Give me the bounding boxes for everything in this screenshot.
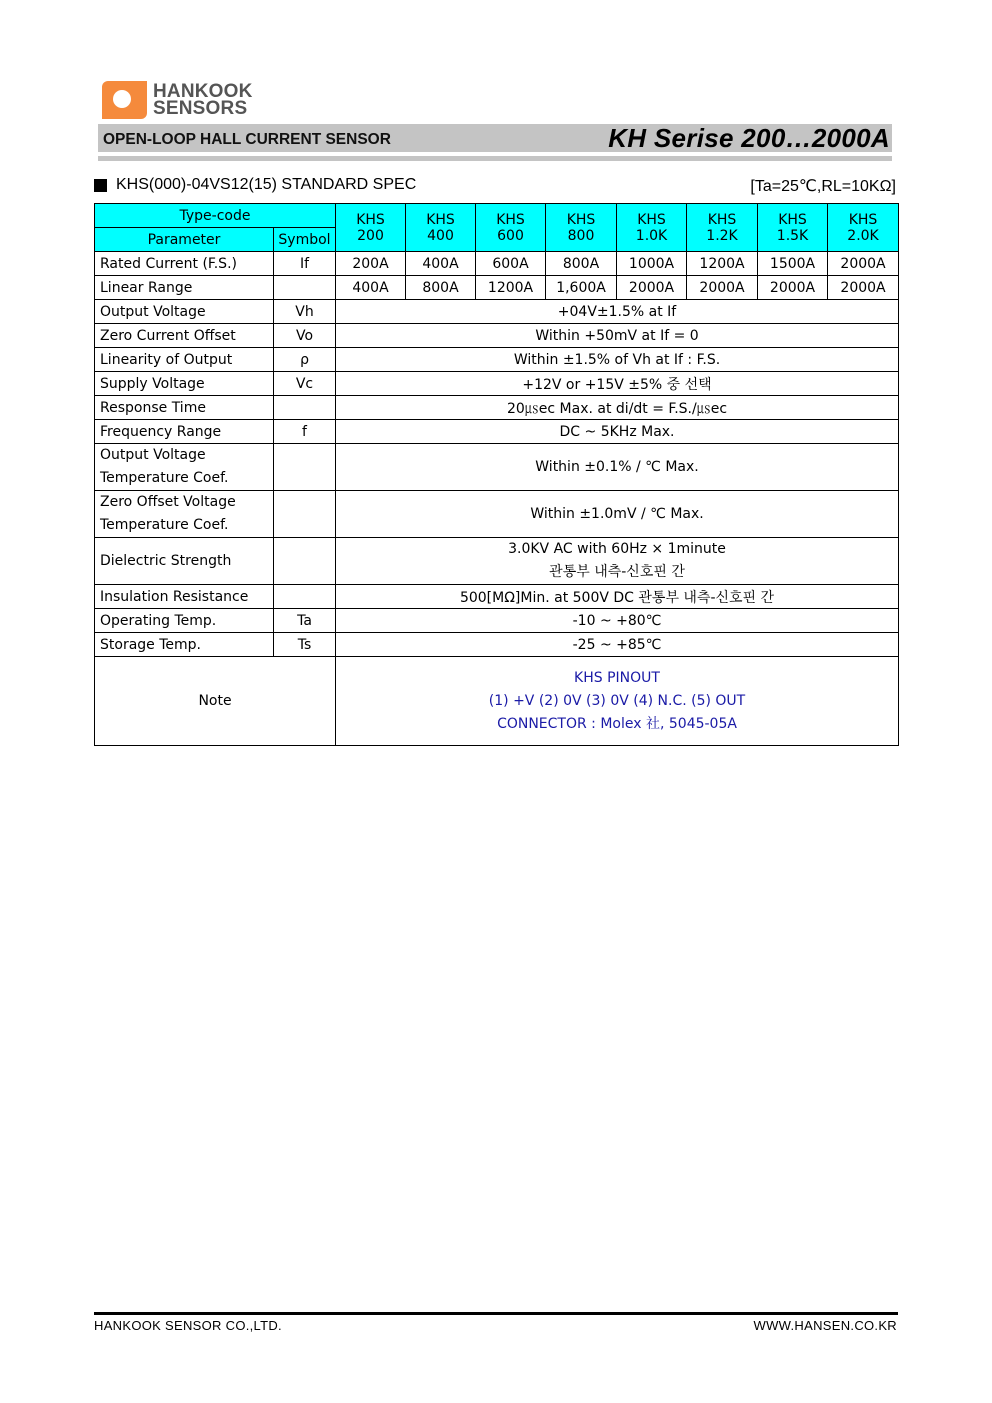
value-cell: Within +50mV at If = 0 — [336, 324, 899, 348]
note-line-3: CONNECTOR : Molex 社, 5045-05A — [497, 715, 737, 732]
value-cell: 1000A — [617, 252, 687, 276]
value-cell: +04V±1.5% at If — [336, 300, 899, 324]
table-row-operating-temp — [95, 609, 899, 633]
value-cell: Within ±1.5% of Vh at If : F.S. — [336, 348, 899, 372]
value-cell: +12V or +15V ±5% 중 선택 — [336, 372, 899, 396]
logo-mark-icon — [102, 81, 147, 119]
note-content — [336, 657, 899, 746]
value-cell: -10 ~ +80℃ — [336, 609, 899, 633]
table-row-response-time — [95, 396, 899, 420]
symbol-cell — [274, 444, 336, 491]
table-row-zero-temp-coef — [95, 491, 899, 538]
symbol-cell — [274, 538, 336, 585]
value-cell: 200A — [336, 252, 406, 276]
bullet-square-icon — [94, 179, 107, 192]
value-cell: 800A — [406, 276, 476, 300]
table-row-linearity — [95, 348, 899, 372]
table-row-insulation — [95, 585, 899, 609]
symbol-cell: Vo — [274, 324, 336, 348]
param-cell: Linearity of Output — [95, 348, 274, 372]
value-cell: 2000A — [758, 276, 828, 300]
symbol-cell: Ta — [274, 609, 336, 633]
footer-company: HANKOOK SENSOR CO.,LTD. — [94, 1318, 282, 1333]
value-cell: 2000A — [617, 276, 687, 300]
spec-title — [94, 176, 416, 194]
table-row-output-voltage — [95, 300, 899, 324]
param-cell: Output Voltage — [95, 300, 274, 324]
symbol-cell: If — [274, 252, 336, 276]
table-row-storage-temp — [95, 633, 899, 657]
value-cell: 20㎲ec Max. at di/dt = F.S./㎲ec — [336, 396, 899, 420]
company-logo — [102, 81, 253, 119]
symbol-header: Symbol — [274, 228, 336, 252]
table-row-note — [95, 657, 899, 746]
model-header: KHS 200 — [336, 204, 406, 252]
value-cell: 500[MΩ]Min. at 500V DC 관통부 내측-신호핀 간 — [336, 585, 899, 609]
model-header: KHS 600 — [476, 204, 546, 252]
table-row-frequency-range — [95, 420, 899, 444]
table-row-dielectric-strength — [95, 538, 899, 585]
param-cell: Output Voltage Temperature Coef. — [95, 444, 274, 491]
param-cell: Supply Voltage — [95, 372, 274, 396]
symbol-cell: Vc — [274, 372, 336, 396]
model-header: KHS 1.2K — [687, 204, 758, 252]
series-title: KH Serise 200…2000A — [608, 123, 890, 153]
param-cell: Rated Current (F.S.) — [95, 252, 274, 276]
param-cell: Linear Range — [95, 276, 274, 300]
param-cell: Storage Temp. — [95, 633, 274, 657]
table-row-supply-voltage — [95, 372, 899, 396]
symbol-cell — [274, 491, 336, 538]
document-subtitle: OPEN-LOOP HALL CURRENT SENSOR — [103, 131, 391, 148]
spec-conditions: [Ta=25℃,RL=10KΩ] — [750, 178, 896, 195]
symbol-cell: Vh — [274, 300, 336, 324]
param-cell: Frequency Range — [95, 420, 274, 444]
symbol-cell: f — [274, 420, 336, 444]
value-cell: -25 ~ +85℃ — [336, 633, 899, 657]
value-cell: 2000A — [828, 252, 899, 276]
note-line-2: (1) +V (2) 0V (3) 0V (4) N.C. (5) OUT — [488, 692, 746, 709]
symbol-cell: Ts — [274, 633, 336, 657]
spec-table — [94, 203, 899, 746]
value-cell: 600A — [476, 252, 546, 276]
value-cell: 2000A — [687, 276, 758, 300]
value-cell: DC ~ 5KHz Max. — [336, 420, 899, 444]
model-header: KHS 1.5K — [758, 204, 828, 252]
value-cell: 1200A — [476, 276, 546, 300]
symbol-cell — [274, 276, 336, 300]
parameter-header: Parameter — [95, 228, 274, 252]
value-cell: 1500A — [758, 252, 828, 276]
note-label: Note — [95, 657, 336, 746]
value-cell: 400A — [336, 276, 406, 300]
param-cell: Dielectric Strength — [95, 538, 274, 585]
param-cell: Insulation Resistance — [95, 585, 274, 609]
param-cell: Response Time — [95, 396, 274, 420]
logo-text — [153, 83, 253, 117]
model-header: KHS 1.0K — [617, 204, 687, 252]
table-row-rated-current — [95, 252, 899, 276]
logo-line-1: HANKOOK — [153, 81, 253, 102]
model-header: KHS 800 — [546, 204, 617, 252]
symbol-cell — [274, 396, 336, 420]
value-cell: Within ±1.0mV / ℃ Max. — [336, 491, 899, 538]
symbol-cell: ρ — [274, 348, 336, 372]
spec-title-text: KHS(000)-04VS12(15) STANDARD SPEC — [116, 176, 417, 193]
footer-rule — [94, 1312, 898, 1315]
footer-website: WWW.HANSEN.CO.KR — [753, 1318, 897, 1333]
value-cell: 800A — [546, 252, 617, 276]
table-row-zero-current-offset — [95, 324, 899, 348]
table-header-row — [95, 204, 899, 228]
table-row-output-temp-coef — [95, 444, 899, 491]
logo-line-2: SENSORS — [153, 98, 248, 119]
header-rule — [98, 156, 892, 161]
value-cell: 1,600A — [546, 276, 617, 300]
value-cell: 1200A — [687, 252, 758, 276]
symbol-cell — [274, 585, 336, 609]
model-header: KHS 400 — [406, 204, 476, 252]
value-cell: 400A — [406, 252, 476, 276]
param-cell: Zero Current Offset — [95, 324, 274, 348]
value-cell: 2000A — [828, 276, 899, 300]
param-cell: Zero Offset Voltage Temperature Coef. — [95, 491, 274, 538]
param-cell: Operating Temp. — [95, 609, 274, 633]
model-header: KHS 2.0K — [828, 204, 899, 252]
table-row-linear-range — [95, 276, 899, 300]
value-cell: Within ±0.1% / ℃ Max. — [336, 444, 899, 491]
note-line-1: KHS PINOUT — [574, 669, 660, 686]
value-cell: 3.0KV AC with 60Hz × 1minute 관통부 내측-신호핀 간 — [336, 538, 899, 585]
type-code-header: Type-code — [95, 204, 336, 228]
